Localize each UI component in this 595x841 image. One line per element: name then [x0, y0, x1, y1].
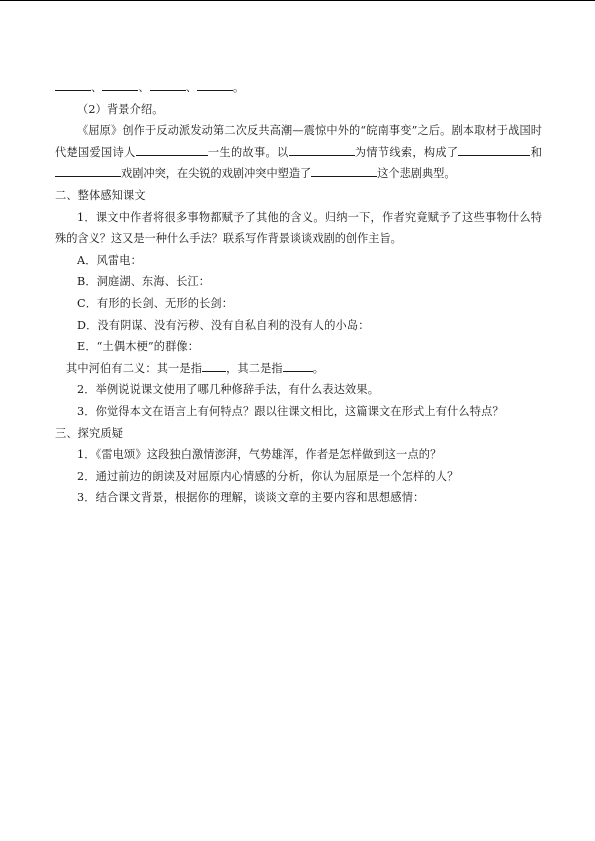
- paragraph-text: 为情节线索，构成了: [354, 145, 459, 159]
- separator: 、: [91, 81, 103, 94]
- answer-blank[interactable]: [283, 359, 313, 372]
- document-page: [55, 77, 542, 509]
- answer-blank[interactable]: [102, 78, 138, 91]
- note-text: 。: [312, 361, 325, 375]
- option-b: B．洞庭湖、东海、长江：: [77, 275, 211, 289]
- option-e: E．“土偶木梗”的群像：: [77, 340, 200, 354]
- answer-blank[interactable]: [202, 359, 226, 372]
- option-c: C．有形的长剑、无形的长剑：: [77, 296, 234, 310]
- paragraph-text: 《屈原》创作于反动派发动第二次反共高潮—震惊中外的“皖南事变”之后。剧本取材于战国时代楚国爱国诗人: [55, 124, 542, 159]
- section-heading-3: 三、探究质疑: [55, 426, 124, 440]
- answer-blank[interactable]: [197, 78, 233, 91]
- option-d: D．没有阴谋、没有污秽、没有自私自利的没有人的小岛：: [77, 318, 370, 332]
- answer-blank[interactable]: [55, 78, 91, 91]
- answer-blank[interactable]: [150, 78, 186, 91]
- question-1: 1．课文中作者将很多事物都赋予了其他的含义。归纳一下，作者究竟赋予了这些事物什么特殊的含义？这又是一种什么手法？联系写作背景谈谈戏剧的创作主旨。: [55, 210, 542, 246]
- answer-blank[interactable]: [55, 164, 121, 177]
- paragraph-text: 和: [530, 145, 542, 159]
- section-heading-2: 二、整体感知课文: [55, 188, 146, 202]
- answer-blank[interactable]: [136, 143, 208, 156]
- separator: 、: [185, 81, 198, 94]
- blank-list-line: [55, 77, 542, 99]
- top-border-line: [0, 0, 595, 1]
- answer-blank[interactable]: [458, 143, 530, 156]
- option-e-note: [55, 358, 542, 380]
- separator: 、: [138, 81, 150, 94]
- background-heading: （2）背景介绍。: [77, 102, 164, 116]
- option-a: A．风雷电：: [77, 253, 142, 267]
- paragraph-text: 一生的故事。以: [207, 145, 289, 159]
- answer-blank[interactable]: [289, 143, 355, 156]
- background-paragraph: [55, 120, 542, 185]
- inquiry-question-2: 2．通过前边的朗读及对屈原内心情感的分析，你认为屈原是一个怎样的人？: [77, 469, 459, 483]
- question-2: 2．举例说说课文使用了哪几种修辞手法，有什么表达效果。: [77, 383, 380, 397]
- paragraph-text: 这个悲剧典型。: [377, 167, 456, 181]
- paragraph-text: 戏剧冲突，在尖锐的戏剧冲突中塑造了: [121, 167, 312, 181]
- inquiry-question-3: 3．结合课文背景，根据你的理解，谈谈文章的主要内容和思想感情：: [77, 491, 425, 505]
- answer-blank[interactable]: [311, 164, 377, 177]
- inquiry-question-1: 1．《雷电颂》这段独白激情澎湃，气势雄浑，作者是怎样做到这一点的？: [77, 448, 442, 462]
- question-3: 3．你觉得本文在语言上有何特点？跟以往课文相比，这篇课文在形式上有什么特点？: [77, 404, 504, 418]
- line-end: 。: [233, 81, 245, 94]
- note-text: ，其二是指: [226, 361, 283, 375]
- note-text: 其中河伯有二义：其一是指: [66, 361, 203, 375]
